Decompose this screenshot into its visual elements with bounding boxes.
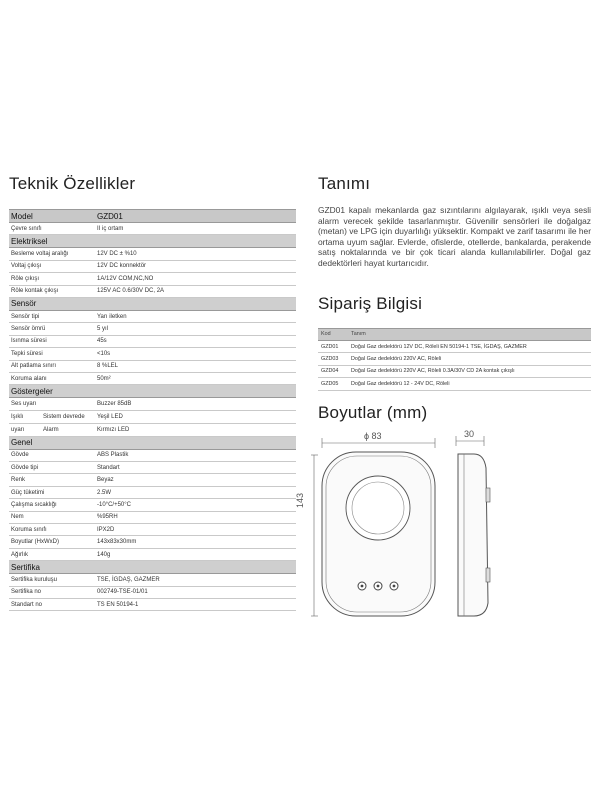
spec-row: [9, 462, 296, 474]
spec-row: [9, 273, 296, 285]
spec-label: Röle kontak çıkışı: [11, 288, 59, 295]
description-text: GZD01 kapalı mekanlarda gaz sızıntılarını algılayarak, ışıklı veya sesli alarm verecek şekilde tasarlanmıştır. Güvenilir sensörleri ile doğalgaz (metan) ve LPG için duyarlılığı yüksektir. Kompakt ve zarif tasarımı ile her ortama uyum sağlar. Evlerde, ofislerde, otellerde, bankalarda, perakende satış noktalarında ve bir çok ticari alanda kullanılabilirler. Doğal gaz dedektörleri hayat kurtarıcıdır.: [318, 205, 591, 268]
spec-value: 8 %LEL: [97, 363, 119, 370]
spec-row: [9, 487, 296, 499]
spec-row: [9, 248, 296, 260]
section-header-elektriksel: Elektriksel: [9, 235, 296, 248]
spec-value: 143x83x30mm: [97, 539, 137, 546]
spec-label: Ağırlık: [11, 551, 29, 558]
order-desc: Doğal Gaz dedektörü 220V AC, Röleli 0.3A/30V CD 2A kontak çıkışlı: [351, 368, 515, 375]
model-label: Model: [11, 211, 33, 221]
spec-value: Standart: [97, 464, 120, 471]
spec-label: Sensör tipi: [11, 313, 40, 320]
spec-label: Sensör ömrü: [11, 326, 46, 333]
detector-side-view: [458, 454, 490, 616]
spec-row: [9, 499, 296, 511]
detector-front-view: [322, 452, 435, 616]
spec-row: [9, 336, 296, 348]
order-header-desc: Tanım: [351, 331, 366, 338]
spec-label: uyarı: [11, 426, 25, 433]
diameter-label: ϕ 83: [364, 431, 382, 441]
spec-value: 5 yıl: [97, 326, 109, 333]
dimension-drawing: [295, 428, 596, 628]
spec-label: Gövde: [11, 452, 29, 459]
dimensions-title: Boyutlar (mm): [318, 402, 428, 422]
spec-label: Işıklı: [11, 413, 24, 420]
model-row: [9, 210, 296, 223]
spec-value: Kırmızı LED: [97, 426, 130, 433]
spec-label: Koruma sınıfı: [11, 526, 47, 533]
specs-table: [9, 209, 296, 611]
spec-label: Sertifika kuruluşu: [11, 576, 58, 583]
description-title: Tanımı: [318, 174, 371, 193]
spec-row: [9, 361, 296, 373]
spec-row: [9, 536, 296, 548]
spec-value: II iç ortam: [97, 225, 124, 232]
spec-value: Yarı iletken: [97, 313, 127, 320]
spec-row: [9, 574, 296, 586]
depth-label: 30: [464, 429, 475, 439]
indicator-row: [9, 424, 296, 437]
spec-value: Beyaz: [97, 477, 114, 484]
spec-row: [9, 549, 296, 561]
spec-row: [9, 512, 296, 524]
height-dimension: [295, 455, 318, 616]
order-table: [318, 328, 591, 391]
order-header-code: Kod: [321, 331, 331, 338]
spec-value: 45s: [97, 338, 107, 345]
technical-specs-panel: [9, 174, 296, 611]
spec-value: -10°C/+50°C: [97, 501, 131, 508]
spec-row: [9, 599, 296, 611]
section-header-sensör: Sensör: [9, 298, 296, 311]
spec-label: Güç tüketimi: [11, 489, 45, 496]
spec-label: Isınma süresi: [11, 338, 47, 345]
spec-label: Çevre sınıfı: [11, 225, 42, 232]
spec-label: Nem: [11, 514, 24, 521]
description-panel: [318, 174, 591, 423]
spec-label: Koruma alanı: [11, 375, 47, 382]
order-desc: Doğal Gaz dedektörü 220V AC, Röleli: [351, 356, 442, 363]
order-title: Sipariş Bilgisi: [318, 293, 423, 313]
spec-label: Çalışma sıcaklığı: [11, 501, 57, 508]
spec-value: ABS Plastik: [97, 452, 129, 459]
spec-label: Alarm: [43, 426, 59, 433]
order-code: GZD04: [321, 368, 339, 375]
order-row: [318, 341, 591, 353]
spec-value: 125V AC 0.6/30V DC, 2A: [97, 288, 165, 295]
spec-value: %95RH: [97, 514, 118, 521]
spec-label: Tepki süresi: [11, 350, 43, 357]
spec-label: Renk: [11, 477, 26, 484]
order-row: [318, 353, 591, 365]
spec-label: Ses uyarı: [11, 400, 37, 407]
order-code: GZD05: [321, 380, 339, 387]
section-header-göstergeler: Göstergeler: [9, 385, 296, 398]
order-row: [318, 366, 591, 378]
spec-row: [9, 223, 296, 235]
spec-value: Buzzer 85dB: [97, 400, 132, 407]
section-header-genel: Genel: [9, 437, 296, 450]
order-code: GZD01: [321, 343, 339, 350]
spec-row: [9, 398, 296, 410]
indicator-row: [9, 411, 296, 424]
order-table-header: [318, 329, 591, 341]
spec-value: 50m²: [97, 375, 111, 382]
spec-label: Alt patlama sınırı: [11, 363, 57, 370]
spec-row: [9, 587, 296, 599]
order-row: [318, 378, 591, 390]
spec-row: [9, 474, 296, 486]
spec-label: Besleme voltaj aralığı: [11, 251, 69, 258]
width-dimension: [322, 431, 435, 448]
spec-row: [9, 286, 296, 298]
spec-value: IPX2D: [97, 526, 115, 533]
spec-value: 002749-TSE-01/01: [97, 589, 148, 596]
spec-label: Röle çıkışı: [11, 275, 40, 282]
model-value: GZD01: [97, 211, 123, 221]
spec-label: Sistem devrede: [43, 413, 85, 420]
order-desc: Doğal Gaz dedektörü 12 - 24V DC, Röleli: [351, 380, 450, 387]
spec-label: Sertifika no: [11, 589, 42, 596]
specs-title: Teknik Özellikler: [9, 174, 136, 193]
height-label: 143: [295, 492, 305, 508]
order-desc: Doğal Gaz dedektörü 12V DC, Röleli EN 50194-1 TSE, İGDAŞ, GAZMER: [351, 343, 527, 350]
spec-row: [9, 323, 296, 335]
spec-row: [9, 348, 296, 360]
spec-value: 12V DC konnektör: [97, 263, 147, 270]
depth-dimension: [456, 429, 484, 446]
spec-value: TS EN 50194-1: [97, 601, 139, 608]
spec-label: Voltaj çıkışı: [11, 263, 42, 270]
spec-label: Gövde tipi: [11, 464, 39, 471]
section-header-sertifika: Sertifika: [9, 561, 296, 574]
spec-value: 2.5W: [97, 489, 112, 496]
spec-value: 12V DC ± %10: [97, 251, 137, 258]
spec-row: [9, 450, 296, 462]
spec-value: TSE, İGDAŞ, GAZMER: [97, 576, 160, 583]
spec-row: [9, 311, 296, 323]
spec-label: Boyutlar (HxWxD): [11, 539, 60, 546]
spec-value: 140g: [97, 551, 111, 558]
order-code: GZD03: [321, 356, 339, 363]
spec-value: 1A/12V COM,NC,NO: [97, 275, 154, 282]
spec-row: [9, 261, 296, 273]
spec-value: <10s: [97, 350, 111, 357]
spec-row: [9, 524, 296, 536]
spec-label: Standart no: [11, 601, 43, 608]
spec-value: Yeşil LED: [97, 413, 123, 420]
spec-row: [9, 373, 296, 385]
